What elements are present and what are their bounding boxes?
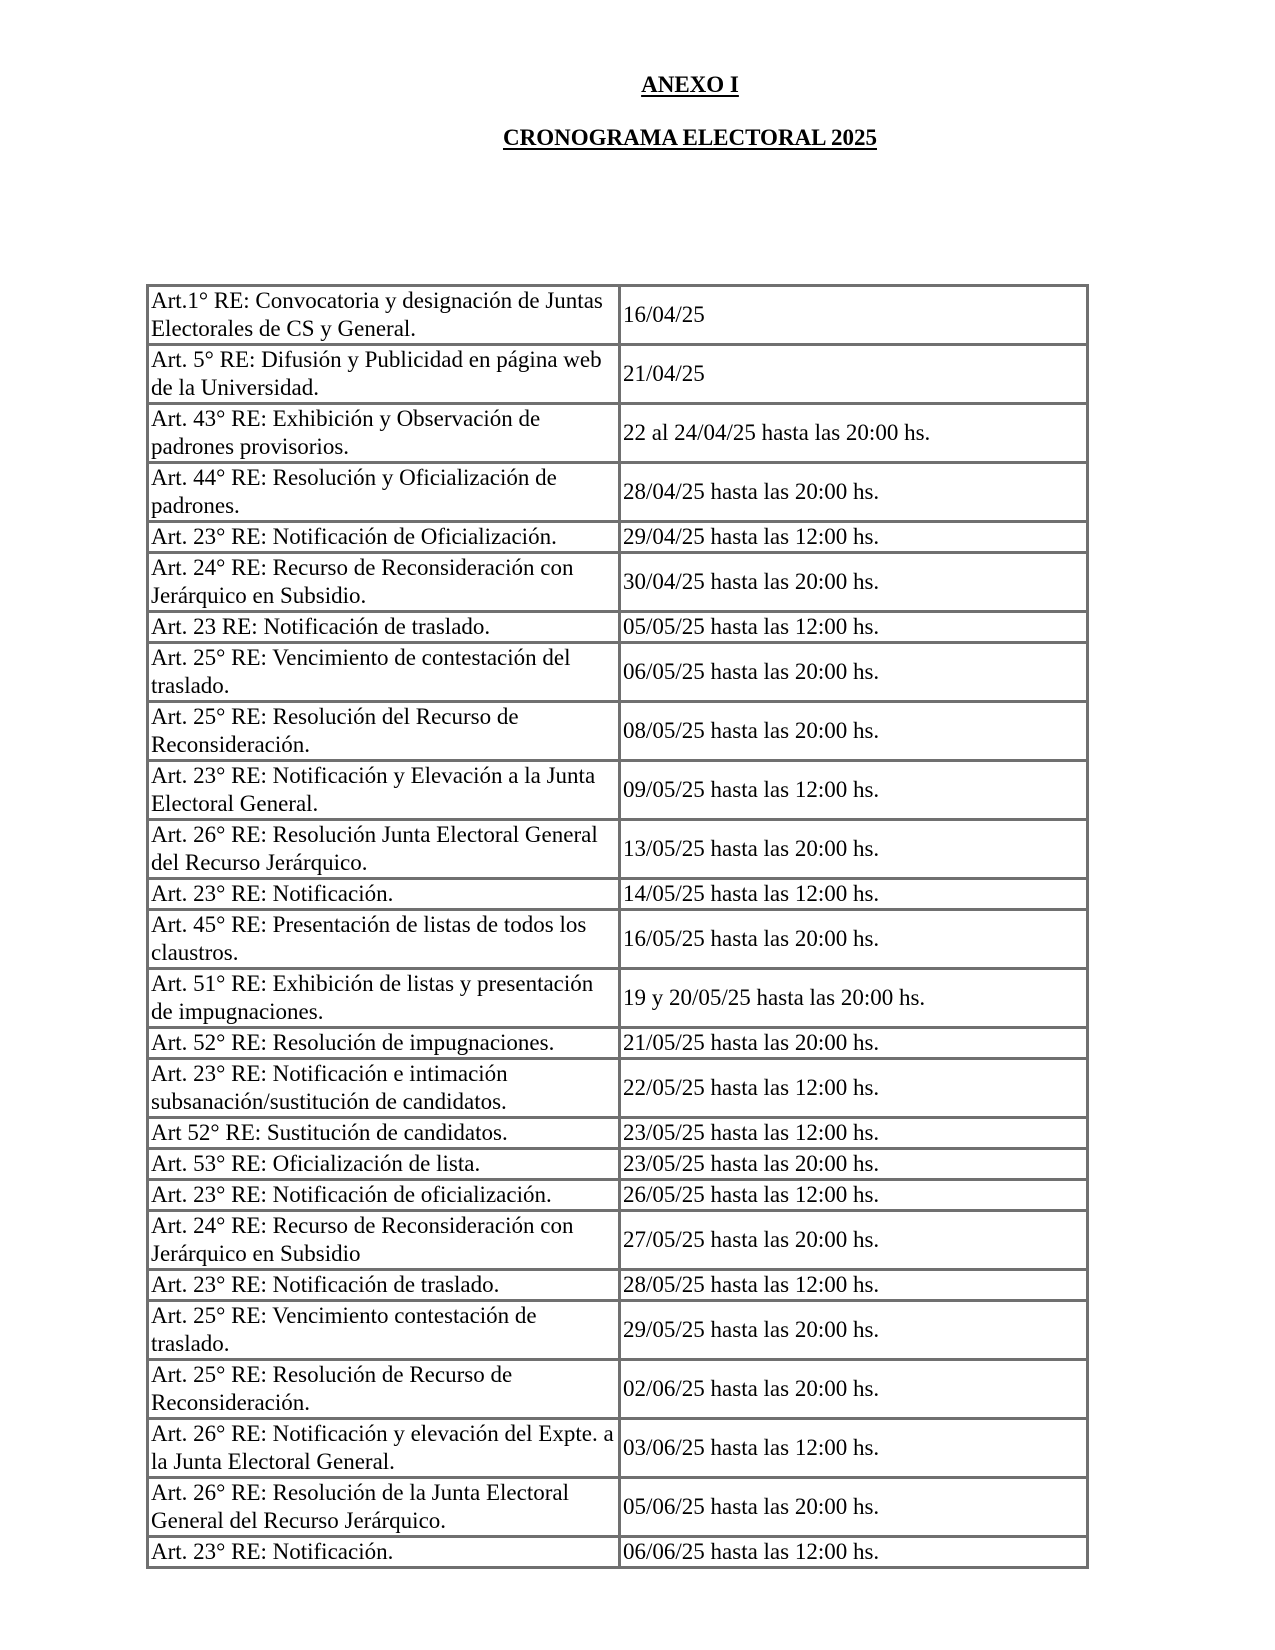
- table-row: [149, 346, 1089, 405]
- article-cell: Art. 51° RE: Exhibición de listas y presentación de impugnaciones.: [149, 970, 621, 1029]
- deadline-cell: 06/05/25 hasta las 20:00 hs.: [621, 644, 1089, 703]
- deadline-cell: 08/05/25 hasta las 20:00 hs.: [621, 703, 1089, 762]
- deadline-cell: 28/04/25 hasta las 20:00 hs.: [621, 464, 1089, 523]
- table-row: [149, 1538, 1089, 1569]
- deadline-cell: 14/05/25 hasta las 12:00 hs.: [621, 880, 1089, 911]
- deadline-cell: 21/04/25: [621, 346, 1089, 405]
- table-row: [149, 405, 1089, 464]
- table-row: [149, 1150, 1089, 1181]
- document-title: CRONOGRAMA ELECTORAL 2025: [502, 125, 877, 150]
- table-row: [149, 1420, 1089, 1479]
- deadline-cell: 27/05/25 hasta las 20:00 hs.: [621, 1212, 1089, 1271]
- article-cell: Art. 23° RE: Notificación.: [149, 1538, 621, 1569]
- table-row: [149, 1361, 1089, 1420]
- article-cell: Art. 23° RE: Notificación e intimación subsanación/sustitución de candidatos.: [149, 1060, 621, 1119]
- article-cell: Art. 25° RE: Vencimiento de contestación del traslado.: [149, 644, 621, 703]
- article-cell: Art. 26° RE: Resolución Junta Electoral General del Recurso Jerárquico.: [149, 821, 621, 880]
- article-cell: Art.1° RE: Convocatoria y designación de Juntas Electorales de CS y General.: [149, 287, 621, 346]
- deadline-cell: 13/05/25 hasta las 20:00 hs.: [621, 821, 1089, 880]
- article-cell: Art. 24° RE: Recurso de Reconsideración con Jerárquico en Subsidio: [149, 1212, 621, 1271]
- table-row: [149, 1212, 1089, 1271]
- deadline-cell: 22/05/25 hasta las 12:00 hs.: [621, 1060, 1089, 1119]
- deadline-cell: 28/05/25 hasta las 12:00 hs.: [621, 1271, 1089, 1302]
- article-cell: Art. 23° RE: Notificación.: [149, 880, 621, 911]
- article-cell: Art. 43° RE: Exhibición y Observación de padrones provisorios.: [149, 405, 621, 464]
- article-cell: Art. 45° RE: Presentación de listas de todos los claustros.: [149, 911, 621, 970]
- table-row: [149, 523, 1089, 554]
- deadline-cell: 05/05/25 hasta las 12:00 hs.: [621, 613, 1089, 644]
- table-row: [149, 1479, 1089, 1538]
- deadline-cell: 23/05/25 hasta las 12:00 hs.: [621, 1119, 1089, 1150]
- table-row: [149, 1302, 1089, 1361]
- article-cell: Art. 26° RE: Resolución de la Junta Electoral General del Recurso Jerárquico.: [149, 1479, 621, 1538]
- table-row: [149, 554, 1089, 613]
- article-cell: Art. 25° RE: Vencimiento contestación de traslado.: [149, 1302, 621, 1361]
- deadline-cell: 09/05/25 hasta las 12:00 hs.: [621, 762, 1089, 821]
- article-cell: Art. 53° RE: Oficialización de lista.: [149, 1150, 621, 1181]
- article-cell: Art. 23° RE: Notificación de Oficialización.: [149, 523, 621, 554]
- article-cell: Art. 24° RE: Recurso de Reconsideración con Jerárquico en Subsidio.: [149, 554, 621, 613]
- deadline-cell: 29/05/25 hasta las 20:00 hs.: [621, 1302, 1089, 1361]
- schedule-table: [146, 284, 1089, 1569]
- table-row: [149, 644, 1089, 703]
- table-row: [149, 1119, 1089, 1150]
- deadline-cell: 19 y 20/05/25 hasta las 20:00 hs.: [621, 970, 1089, 1029]
- table-row: [149, 1029, 1089, 1060]
- deadline-cell: 06/06/25 hasta las 12:00 hs.: [621, 1538, 1089, 1569]
- table-row: [149, 911, 1089, 970]
- annex-title: ANEXO I: [641, 72, 739, 97]
- deadline-cell: 16/05/25 hasta las 20:00 hs.: [621, 911, 1089, 970]
- deadline-cell: 23/05/25 hasta las 20:00 hs.: [621, 1150, 1089, 1181]
- table-row: [149, 703, 1089, 762]
- table-row: [149, 464, 1089, 523]
- schedule-table-container: [146, 284, 1089, 1582]
- deadline-cell: 16/04/25: [621, 287, 1089, 346]
- deadline-cell: 30/04/25 hasta las 20:00 hs.: [621, 554, 1089, 613]
- article-cell: Art. 23° RE: Notificación de traslado.: [149, 1271, 621, 1302]
- deadline-cell: 21/05/25 hasta las 20:00 hs.: [621, 1029, 1089, 1060]
- article-cell: Art. 52° RE: Resolución de impugnaciones.: [149, 1029, 621, 1060]
- article-cell: Art. 23° RE: Notificación de oficialización.: [149, 1181, 621, 1212]
- table-row: [149, 1060, 1089, 1119]
- deadline-cell: 02/06/25 hasta las 20:00 hs.: [621, 1361, 1089, 1420]
- table-row: [149, 970, 1089, 1029]
- article-cell: Art. 25° RE: Resolución del Recurso de Reconsideración.: [149, 703, 621, 762]
- deadline-cell: 03/06/25 hasta las 12:00 hs.: [621, 1420, 1089, 1479]
- article-cell: Art. 26° RE: Notificación y elevación del Expte. a la Junta Electoral General.: [149, 1420, 621, 1479]
- table-row: [149, 1181, 1089, 1212]
- table-row: [149, 821, 1089, 880]
- deadline-cell: 22 al 24/04/25 hasta las 20:00 hs.: [621, 405, 1089, 464]
- article-cell: Art. 23° RE: Notificación y Elevación a la Junta Electoral General.: [149, 762, 621, 821]
- table-row: [149, 1271, 1089, 1302]
- article-cell: Art. 5° RE: Difusión y Publicidad en página web de la Universidad.: [149, 346, 621, 405]
- deadline-cell: 05/06/25 hasta las 20:00 hs.: [621, 1479, 1089, 1538]
- deadline-cell: 26/05/25 hasta las 12:00 hs.: [621, 1181, 1089, 1212]
- table-row: [149, 613, 1089, 644]
- article-cell: Art. 25° RE: Resolución de Recurso de Reconsideración.: [149, 1361, 621, 1420]
- deadline-cell: 29/04/25 hasta las 12:00 hs.: [621, 523, 1089, 554]
- table-row: [149, 880, 1089, 911]
- table-row: [149, 762, 1089, 821]
- article-cell: Art. 23 RE: Notificación de traslado.: [149, 613, 621, 644]
- article-cell: Art. 44° RE: Resolución y Oficialización de padrones.: [149, 464, 621, 523]
- table-row: [149, 287, 1089, 346]
- article-cell: Art 52° RE: Sustitución de candidatos.: [149, 1119, 621, 1150]
